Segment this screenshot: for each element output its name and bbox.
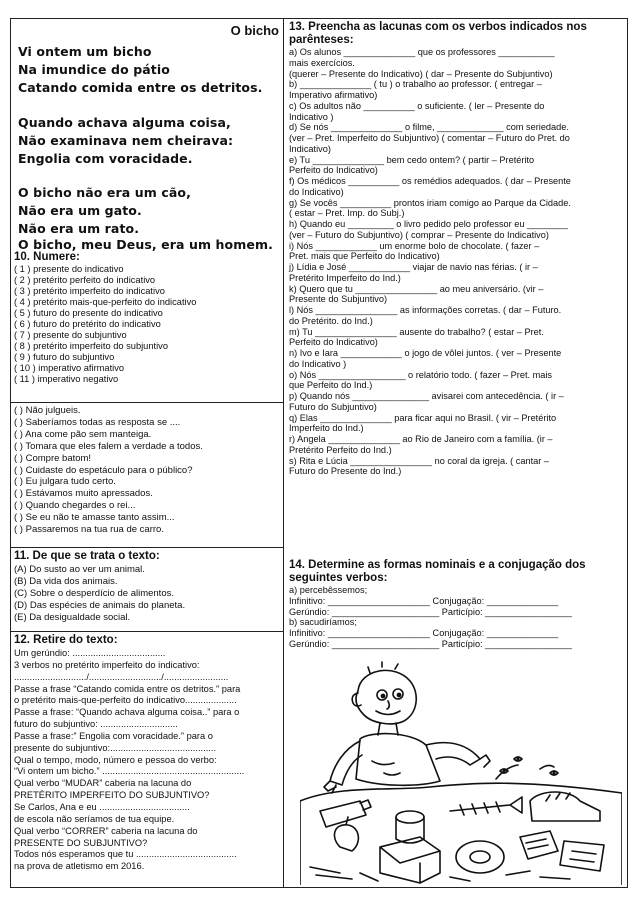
question-13-title: 13. Preencha as lacunas com os verbos indicados nos (289, 21, 587, 33)
fill-in-line[interactable]: f) Os médicos __________ os remédios adequados. ( dar – Presente (289, 176, 571, 186)
numbering-item[interactable]: ( ) Eu julgara tudo certo. (14, 476, 116, 488)
tense-option: ( 10 ) imperativo afirmativo (14, 363, 125, 373)
fill-in-line[interactable]: (ver – Pret. Imperfeito do Subjuntivo) ( comentar – Futuro do Pret. do (289, 133, 570, 143)
exercise-line[interactable]: Gerúndio: _____________________ Particípio: _________________ (289, 638, 573, 649)
fill-in-line[interactable]: Pretérito Perfeito do Ind.) (289, 444, 392, 455)
numbering-item[interactable]: ( ) Cuidaste do espetáculo para o público? (14, 464, 193, 476)
fill-in-line[interactable]: o) Nós _________________ o relatório todo. ( fazer – Pret. mais (289, 369, 553, 380)
poem-line: Catando comida entre os detritos. (18, 80, 263, 95)
fill-in-line[interactable]: Indicativo ) (289, 111, 334, 122)
question-10-title: 10. Numere: (14, 251, 80, 263)
fill-in-line[interactable]: i) Nós ____________ um enorme bolo de chocolate. ( fazer – (289, 240, 540, 251)
exercise-line: Passe a frase “Catando comida entre os detritos.” para (14, 683, 241, 694)
exercise-line[interactable]: Gerúndio: _____________________ Particípio: _________________ (289, 606, 573, 617)
numbering-item[interactable]: ( ) Tomara que eles falem a verdade a todos. (14, 440, 203, 452)
exercise-line: Passe a frase: “Quando achava alguma coisa..” para o (14, 707, 240, 718)
question-14-title-cont: seguintes verbos: (289, 572, 388, 584)
exercise-line: PRETÉRITO IMPERFEITO DO SUBJUNTIVO? (14, 790, 210, 801)
exercise-line: Qual verbo “MUDAR” caberia na lacuna do (14, 778, 192, 789)
fill-in-line[interactable]: Pret. mais que Perfeito do Indicativo) (289, 251, 440, 262)
fill-in-line[interactable]: c) Os adultos não __________ o suficiente. ( ler – Presente do (289, 100, 545, 111)
poem-line: O bicho não era um cão, (18, 185, 191, 200)
poem-line: Não examinava nem cheirava: (18, 133, 234, 148)
poem-line: Quando achava alguma coisa, (18, 115, 231, 130)
poem-box (11, 19, 283, 251)
answer-option[interactable]: (D) Das espécies de animais do planeta. (14, 599, 186, 611)
fill-in-line[interactable]: l) Nós ________________ as informações corretas. ( dar – Futuro. (289, 305, 562, 315)
poem-line: O bicho, meu Deus, era um homem. (18, 237, 273, 252)
poem-line: Não era um rato. (18, 221, 140, 236)
poem-line: Vi ontem um bicho (18, 44, 152, 59)
exercise-line[interactable]: Infinitivo: ____________________ Conjugação: ______________ (289, 628, 559, 638)
fill-in-line[interactable]: que Perfeito do Ind.) (289, 380, 373, 391)
tense-option: ( 3 ) pretérito imperfeito do indicativo (14, 286, 165, 296)
exercise-line: Se Carlos, Ana e eu ................................... (14, 801, 190, 812)
numbering-item[interactable]: ( ) Ana come pão sem manteiga. (14, 428, 152, 440)
exercise-line: Qual o tempo, modo, número e pessoa do verbo: (14, 754, 217, 765)
fill-in-line[interactable]: Pretérito Imperfeito do Ind.) (289, 272, 401, 283)
question-11-title: 11. De que se trata o texto: (14, 550, 160, 562)
fill-in-line[interactable]: do Indicativo) (289, 186, 344, 197)
fill-in-line[interactable]: (querer – Presente do Indicativo) ( dar – Presente do Subjuntivo) (289, 68, 553, 79)
poem-line: Não era um gato. (18, 203, 142, 218)
tense-option: ( 7 ) presente do subjuntivo (14, 330, 127, 340)
poem-line: Engolia com voracidade. (18, 151, 193, 166)
exercise-line: Todos nós esperamos que tu ....................................... (14, 849, 237, 860)
exercise-line: na prova de atletismo em 2016. (14, 861, 145, 872)
fill-in-line[interactable]: g) Se vocês __________ prontos iriam comigo ao Parque da Cidade. (289, 197, 571, 208)
fill-in-line[interactable]: do Indicativo ) (289, 358, 347, 369)
poem-line: Na imundice do pátio (18, 62, 170, 77)
fill-in-line[interactable]: mais exercícios. (289, 57, 355, 68)
fill-in-line[interactable]: Futuro do Subjuntivo) (289, 401, 377, 412)
tense-option: ( 6 ) futuro do pretérito do indicativo (14, 319, 161, 329)
fill-in-line[interactable]: n) Ivo e Iara ____________ o jogo de vôlei juntos. ( ver – Presente (289, 348, 562, 358)
fill-in-line[interactable]: j) Lídia e José ____________ viajar de navio nas férias. ( ir – (289, 262, 538, 272)
exercise-line: ............................/............................/......................... (14, 671, 229, 682)
exercise-line: “Vi ontem um bicho.” ....................................................... (14, 766, 245, 777)
poem-title: O bicho (230, 23, 279, 38)
question-10-items (14, 405, 280, 536)
fill-in-line[interactable]: Perfeito do Indicativo) (289, 337, 378, 348)
numbering-item[interactable]: ( ) Não julgueis. (14, 405, 81, 416)
answer-option[interactable]: (A) Do susto ao ver um animal. (14, 564, 145, 575)
fill-in-line[interactable]: Imperativo afirmativo) (289, 90, 378, 100)
exercise-line: Passe a frase:” Engolia com voracidade.” para o (14, 730, 213, 741)
worksheet (10, 18, 628, 888)
tense-option: ( 9 ) futuro do subjuntivo (14, 352, 115, 362)
question-14-title: 14. Determine as formas nominais e a conjugação dos (289, 559, 586, 571)
fill-in-line[interactable]: a) Os alunos ______________ que os professores ___________ (289, 47, 555, 57)
tense-option: ( 11 ) imperativo negativo (14, 374, 119, 384)
cartoon-man-in-garbage-illustration (300, 661, 622, 885)
question-10 (14, 251, 280, 385)
tense-option: ( 8 ) pretérito imperfeito do subjuntivo (14, 341, 168, 351)
fill-in-line[interactable]: do Pretérito. do Ind.) (289, 315, 373, 326)
exercise-line: futuro do subjuntivo: .............................. (14, 719, 178, 730)
numbering-item[interactable]: ( ) Quando chegardes o rei... (14, 500, 136, 512)
numbering-item[interactable]: ( ) Saberíamos todas as resposta se .... (14, 416, 181, 428)
exercise-line: de escola não seríamos de tua equipe. (14, 813, 175, 824)
question-14 (289, 559, 623, 650)
question-13 (289, 21, 623, 477)
exercise-line[interactable]: Infinitivo: ____________________ Conjugação: ______________ (289, 595, 559, 606)
exercise-line: b) sacudiríamos; (289, 617, 357, 628)
fill-in-line[interactable]: k) Quero que tu ________________ ao meu aniversário. (vir – (289, 283, 544, 294)
divider (11, 402, 283, 403)
fill-in-line[interactable]: p) Quando nós _______________ avisarei com antecedência. ( ir – (289, 391, 564, 401)
fill-in-line[interactable]: (ver – Futuro do Subjuntivo) ( comprar – Presente do Indicativo) (289, 229, 549, 240)
exercise-line: presente do subjuntivo:......................................... (14, 742, 217, 753)
fill-in-line[interactable]: Presente do Subjuntivo) (289, 294, 388, 305)
fill-in-line[interactable]: Imperfeito do Ind.) (289, 423, 364, 434)
fill-in-line[interactable]: h) Quando eu _________ o livro pedido pelo professor eu ________ (289, 219, 568, 229)
exercise-line: 3 verbos no pretérito imperfeito do indicativo: (14, 659, 200, 670)
fill-in-line[interactable]: r) Angela ______________ ao Rio de Janeiro com a família. (ir – (289, 434, 553, 444)
answer-option[interactable]: (C) Sobre o desperdício de alimentos. (14, 587, 174, 599)
left-column (11, 19, 283, 887)
tense-option: ( 2 ) pretérito perfeito do indicativo (14, 275, 156, 285)
numbering-item[interactable]: ( ) Passaremos na tua rua de carro. (14, 524, 164, 536)
fill-in-line[interactable]: q) Elas ______________ para ficar aqui no Brasil. ( vir – Pretérito (289, 412, 557, 423)
tense-option: ( 4 ) pretérito mais-que-perfeito do indicativo (14, 297, 197, 307)
question-12-title: 12. Retire do texto: (14, 634, 118, 646)
numbering-item[interactable]: ( ) Estávamos muito apressados. (14, 488, 153, 500)
exercise-line: PRESENTE DO SUBJUNTIVO? (14, 837, 148, 848)
fill-in-line[interactable]: Perfeito do Indicativo) (289, 165, 378, 176)
question-12 (14, 634, 280, 873)
fill-in-line[interactable]: d) Se nós ______________ o filme, _____________ com seriedade. (289, 122, 569, 133)
fill-in-line[interactable]: b) ______________ ( tu ) o trabalho ao professor. ( entregar – (289, 79, 542, 90)
fill-in-line[interactable]: Futuro do Presente do Ind.) (289, 466, 402, 477)
numbering-item[interactable]: ( ) Compre batom! (14, 452, 92, 464)
fill-in-line[interactable]: m) Tu ________________ ausente do trabalho? ( estar – Pret. (289, 326, 544, 337)
exercise-line: Um gerúndio: .................................... (14, 648, 166, 658)
fill-in-line[interactable]: Indicativo) (289, 143, 331, 154)
exercise-line: Qual verbo “CORRER” caberia na lacuna do (14, 825, 198, 836)
divider (11, 547, 283, 548)
answer-option[interactable]: (B) Da vida dos animais. (14, 575, 118, 587)
fill-in-line[interactable]: s) Rita e Lúcia ________________ no coral da igreja. ( cantar – (289, 455, 549, 466)
fill-in-line[interactable]: ( estar – Pret. Imp. do Subj.) (289, 208, 405, 219)
right-column (284, 19, 627, 887)
fill-in-line[interactable]: e) Tu ______________ bem cedo ontem? ( partir – Pretérito (289, 154, 535, 165)
exercise-line: o pretérito mais-que-perfeito do indicativo.................... (14, 695, 237, 706)
numbering-item[interactable]: ( ) Se eu não te amasse tanto assim... (14, 512, 175, 524)
question-13-title-cont: parênteses: (289, 34, 354, 46)
tense-option: ( 1 ) presente do indicativo (14, 264, 124, 274)
answer-option[interactable]: (E) Da desigualdade social. (14, 611, 131, 623)
tense-option: ( 5 ) futuro do presente do indicativo (14, 308, 163, 318)
divider (11, 631, 283, 632)
question-11 (14, 550, 280, 624)
exercise-line: a) percebêssemos; (289, 585, 368, 595)
